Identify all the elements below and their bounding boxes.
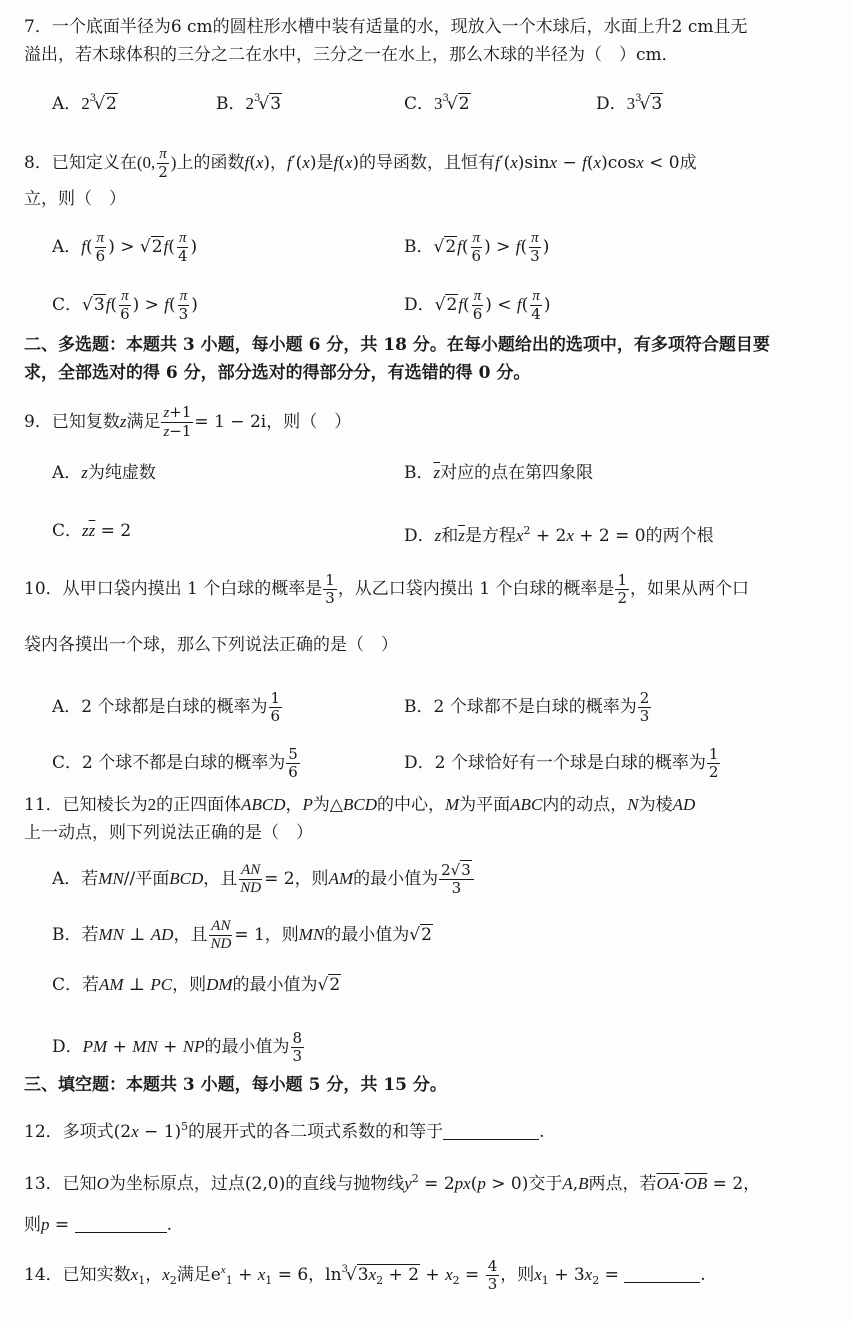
q11-option-a: A．若MN//平面BCD，且 $\frac{AN}{ND}$ = 2，则AM的最小值为 $\frac{2√3}{3}$	[52, 862, 475, 897]
q7-option-c: C．$3^3√2$	[404, 93, 470, 114]
q9-option-d: D．z和$\overline{z}$是方程$x^2 + 2x + 2 = 0$的两个根	[404, 524, 714, 546]
q8-option-c: C．√3f( $\frac{\pi}{6}$ ) > f( $\frac{\pi}{3}$ )	[52, 288, 198, 323]
q10-option-b: B．2 个球都不是白球的概率为 $\frac{2}{3}$	[404, 689, 650, 725]
q11-stem: 11．已知棱长为2的正四面体ABCD，P为△BCD的中心，M为平面ABC内的动点，N为棱AD	[24, 795, 696, 815]
section2-heading-line2: 求，全部选对的得 6 分，部分选对的得部分分，有选错的得 0 分。	[24, 363, 531, 383]
q8-option-d: D．√2f( $\frac{\pi}{6}$ ) < f( $\frac{\pi}{4}$ )	[404, 288, 551, 323]
q7-line1: 7．一个底面半径为6 cm的圆柱形水槽中装有适量的水，现放入一个木球后，水面上升2 cm且无	[24, 17, 748, 37]
q9-option-b: B．$\overline{z}$对应的点在第四象限	[404, 463, 594, 483]
q11-line2: 上一动点，则下列说法正确的是（ ）	[24, 823, 313, 843]
q11-option-c: C．若AM ⊥ PC，则DM的最小值为√2	[52, 975, 341, 995]
q10-option-a: A．2 个球都是白球的概率为 $\frac{1}{6}$	[52, 689, 281, 725]
q13-answer-blank[interactable]	[75, 1232, 167, 1233]
q14-answer-blank[interactable]	[624, 1282, 700, 1283]
q13-line2: 则p = .	[24, 1215, 172, 1235]
q8-stem: 8．已知定义在(0, $\frac{\pi}{2}$ )上的函数f(x)，f′(x)是f(x)的导函数，且恒有f′(x)sinx − f(x)cosx < 0成	[24, 146, 697, 181]
q7-option-a: A．$2^3√2$	[52, 93, 117, 114]
q10-option-c: C．2 个球不都是白球的概率为 $\frac{5}{6}$	[52, 745, 298, 781]
q12-stem: 12．多项式$(2x - 1)^5$的展开式的各二项式系数的和等于 .	[24, 1120, 545, 1142]
q12-answer-blank[interactable]	[443, 1139, 539, 1140]
q7-option-d: D．$3^3√3$	[596, 93, 663, 114]
q11-option-d: D．PM + MN + NP的最小值为 $\frac{8}{3}$	[52, 1029, 303, 1065]
q9-stem: 9．已知复数z满足 $\frac{z+1}{z-1}$ = 1 − 2i，则（ ）	[24, 403, 352, 440]
q8-option-a: A．f( $\frac{\pi}{6}$ ) > √2f( $\frac{\pi}{4}$ )	[52, 230, 198, 265]
q10-line2: 袋内各摸出一个球，那么下列说法正确的是（ ）	[24, 635, 398, 655]
q8-line2: 立，则（ ）	[24, 189, 126, 209]
section2-heading: 二、多选题：本题共 3 小题，每小题 6 分，共 18 分。在每小题给出的选项中，有多项符合题目要	[24, 335, 770, 355]
q10-option-d: D．2 个球恰好有一个球是白球的概率为 $\frac{1}{2}$	[404, 745, 719, 781]
q13-stem: 13．已知O为坐标原点，过点(2,0)的直线与抛物线$y^2 = 2px(p > 0)$交于A,B两点，若$\overline{OA}\cdot\overline{OB} = 2$，	[24, 1172, 761, 1194]
q11-option-b: B．若MN ⊥ AD，且 $\frac{AN}{ND}$ = 1，则MN的最小值为√2	[52, 918, 432, 952]
q7-option-b: B．$2^3√3$	[216, 93, 282, 114]
q9-option-c: C．$z\overline{z} = 2$	[52, 521, 132, 541]
q7-line2: 溢出，若木球体积的三分之二在水中，三分之一在水上，那么木球的半径为（ ）cm．	[24, 45, 679, 65]
q10-stem: 10．从甲口袋内摸出 1 个白球的概率是 $\frac{1}{3}$ ，从乙口袋内摸出 1 个白球的概率是 $\frac{1}{2}$ ，如果从两个口	[24, 571, 749, 607]
q9-option-a: A．z为纯虚数	[52, 463, 156, 483]
q14-stem: 14．已知实数$x_1$，$x_2$满足$e^x_1 + x_1 = 6$，$\ln^3√3x_2 + 2 + x_2$ = $\frac{4}{3}$ ，则$x_1 + 3x_2$ = .	[24, 1257, 706, 1293]
section3-heading: 三、填空题：本题共 3 小题，每小题 5 分，共 15 分。	[24, 1075, 447, 1095]
q8-option-b: B．√2f( $\frac{\pi}{6}$ ) > f( $\frac{\pi}{3}$ )	[404, 230, 550, 265]
